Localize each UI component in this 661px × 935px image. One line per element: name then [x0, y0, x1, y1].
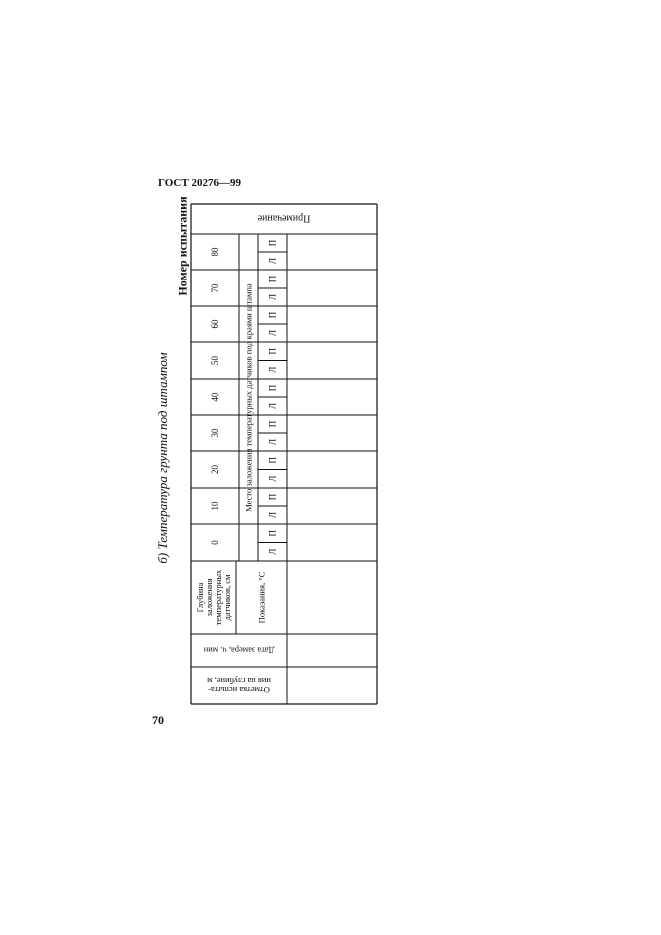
- side-left-0: Л: [267, 548, 278, 555]
- mark-label: Отметка испыта-ния на глубине, м: [207, 676, 271, 695]
- depth-header: Глубиназаложениятемпературныхдатчиков, см: [195, 569, 232, 626]
- side-left-1: Л: [267, 511, 278, 519]
- side-right-5: П: [267, 348, 278, 355]
- depth-70: 70: [210, 283, 221, 293]
- side-left-3: Л: [267, 438, 278, 446]
- depth-50: 50: [210, 356, 221, 365]
- table-title: Номер испытания: [175, 196, 190, 296]
- depth-20: 20: [210, 465, 221, 474]
- side-left-5: Л: [267, 366, 278, 373]
- depth-40: 40: [210, 392, 221, 402]
- side-right-1: П: [267, 493, 278, 501]
- remarks-label: Примечание: [257, 212, 311, 224]
- depth-30: 30: [210, 428, 221, 438]
- side-right-4: П: [267, 384, 278, 392]
- table-caption: б) Температура грунта под штампом: [155, 352, 170, 564]
- side-left-8: Л: [267, 257, 278, 265]
- side-left-2: Л: [267, 475, 278, 482]
- date-label: Дата замера, ч, мин: [203, 645, 275, 656]
- side-right-8: П: [267, 239, 278, 247]
- side-right-6: П: [267, 311, 278, 319]
- table-grid: [191, 204, 377, 704]
- side-right-2: П: [267, 457, 278, 464]
- readings-label: Показания, °С: [256, 571, 267, 624]
- table-labels: [195, 213, 310, 695]
- depth-10: 10: [210, 501, 221, 511]
- side-left-4: Л: [267, 402, 278, 410]
- depth-80: 80: [210, 247, 221, 257]
- depth-0: 0: [210, 540, 221, 545]
- side-right-0: П: [267, 530, 278, 537]
- standard-header: ГОСТ 20276—99: [158, 177, 241, 189]
- depth-60: 60: [210, 319, 221, 329]
- place-label: Место заложения температурных датчиков под краями штампа: [243, 283, 254, 512]
- side-right-3: П: [267, 420, 278, 428]
- side-left-6: Л: [267, 329, 278, 337]
- side-right-7: П: [267, 275, 278, 283]
- page-number: 70: [152, 713, 164, 727]
- side-left-7: Л: [267, 293, 278, 301]
